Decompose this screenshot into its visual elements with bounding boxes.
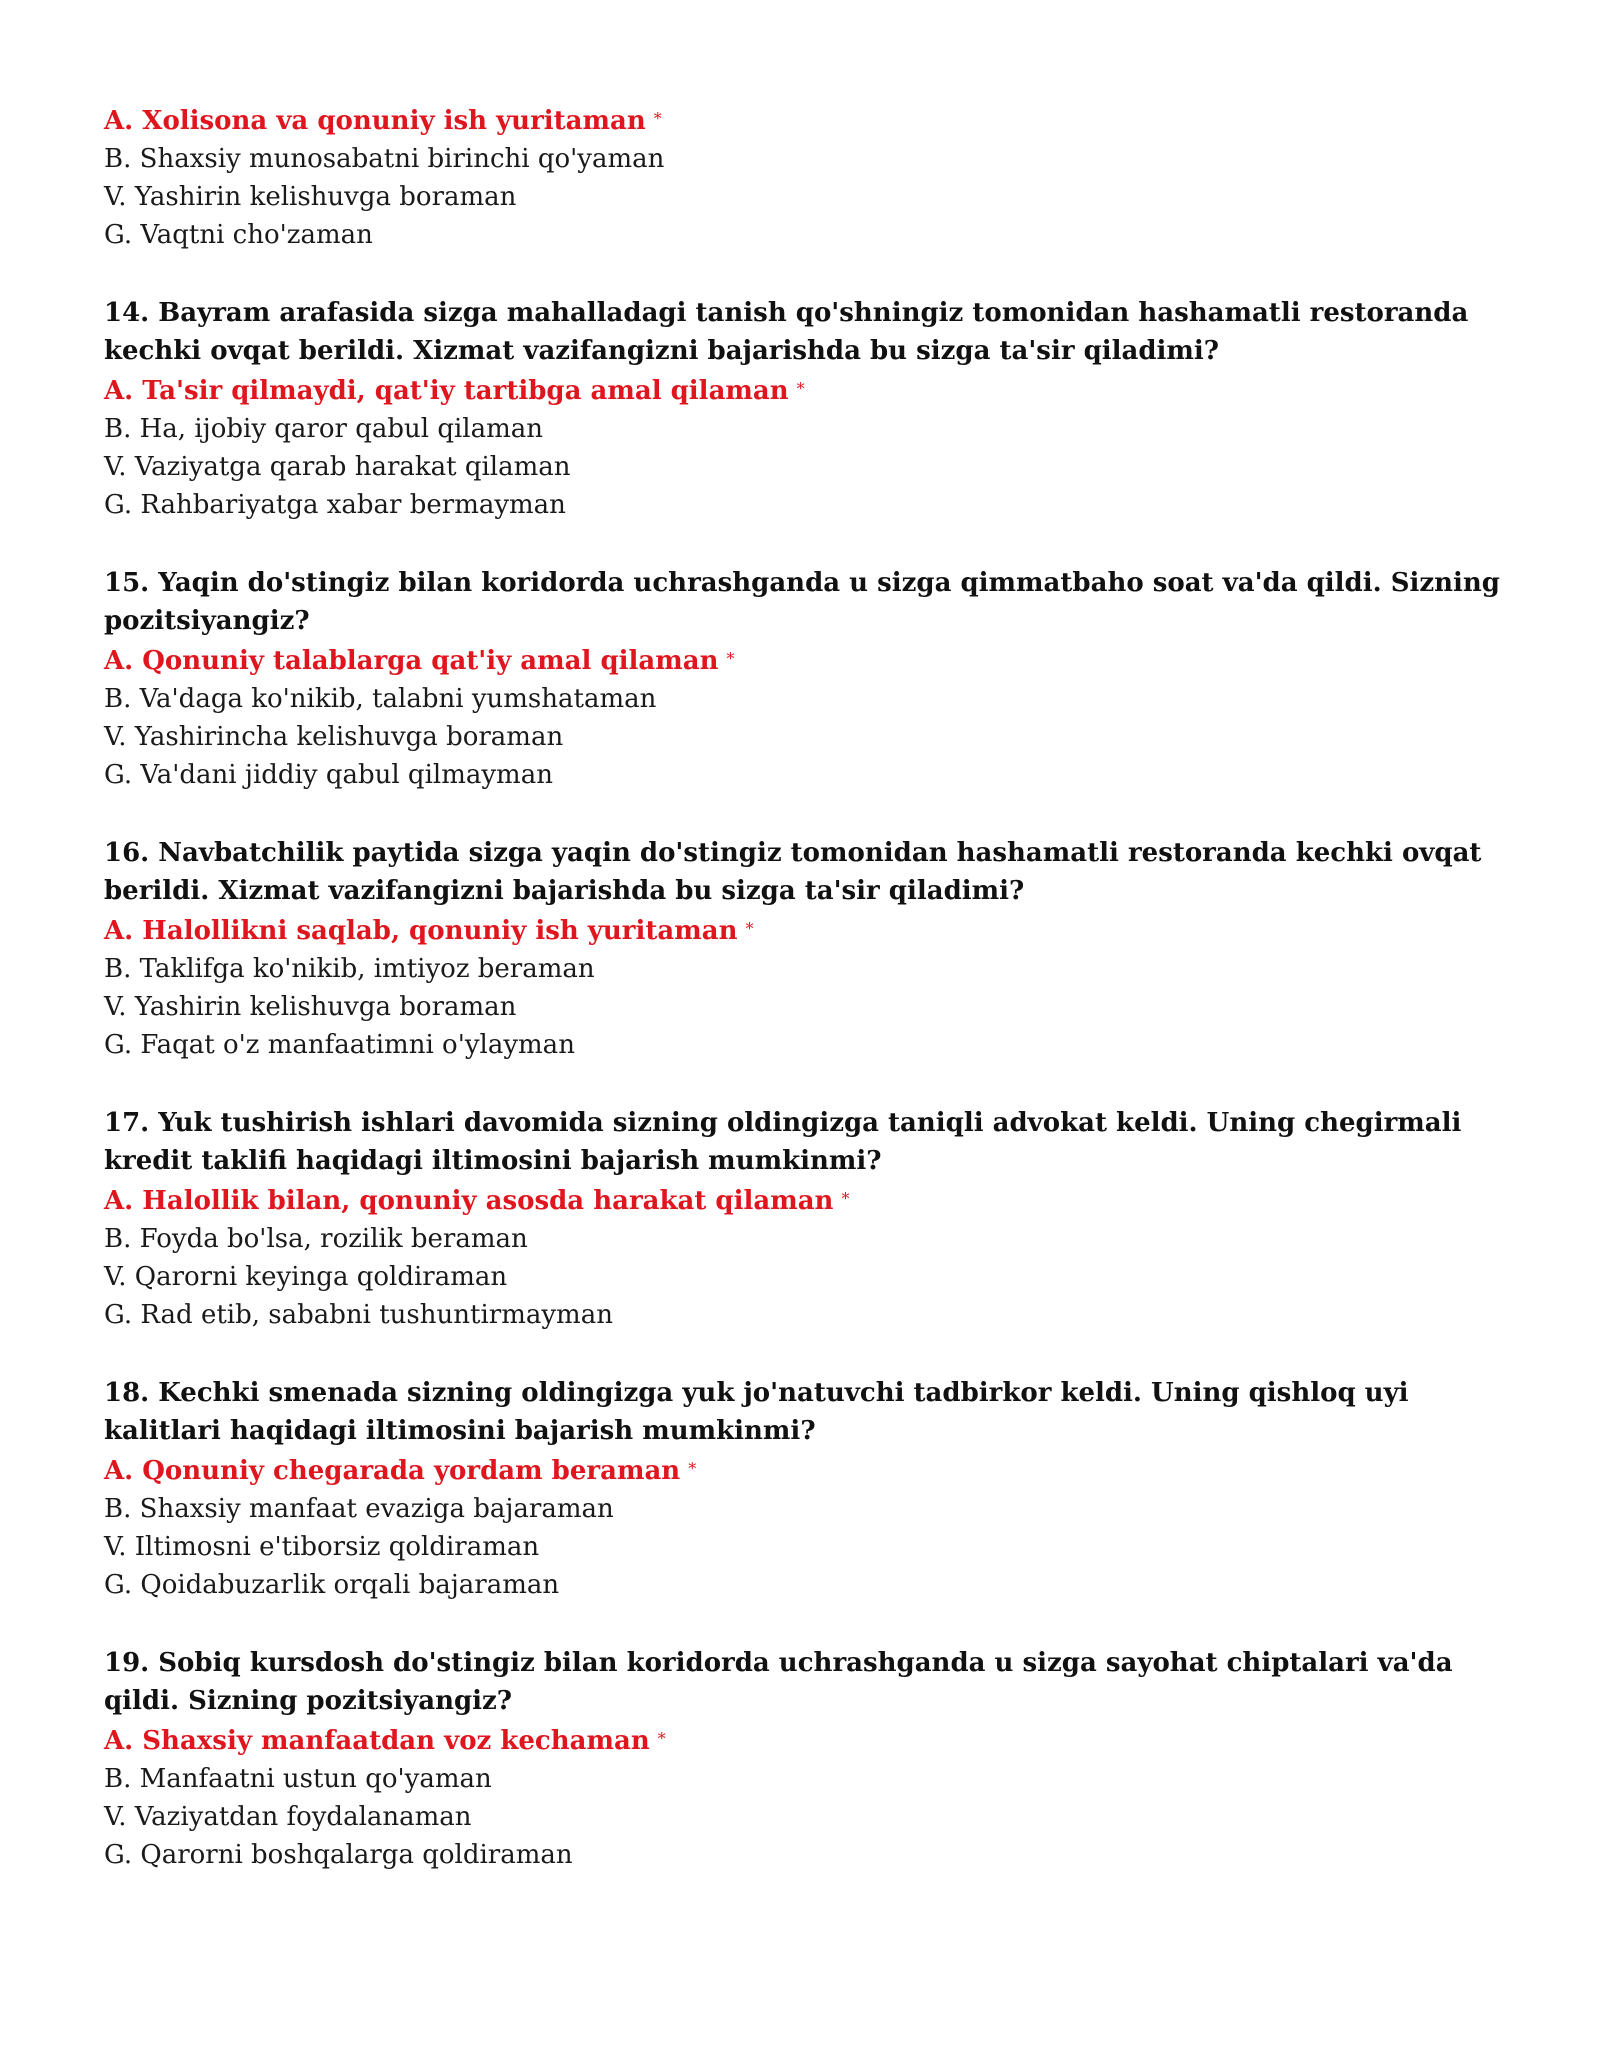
question-block-16 [104,834,1504,1064]
question-block-17 [104,1104,1504,1334]
answer-option-a-correct: A. Qonuniy chegarada yordam beraman * [104,1456,697,1486]
answer-option-b: B. Shaxsiy munosabatni birinchi qo'yaman [104,144,665,174]
answer-option-v: V. Vaziyatdan foydalanaman [104,1802,472,1832]
answer-option-b: B. Ha, ijobiy qaror qabul qilaman [104,414,543,444]
question-text: 15. Yaqin do'stingiz bilan koridorda uchrashganda u sizga qimmatbaho soat va'da qildi. Sizning pozitsiyangiz? [104,568,1500,636]
answer-option-g: G. Va'dani jiddiy qabul qilmayman [104,760,553,790]
correct-answer-star: * [688,1459,697,1478]
correct-answer-star: * [796,379,805,398]
answer-option-v: V. Iltimosni e'tiborsiz qoldiraman [104,1532,540,1562]
answer-option-b: B. Va'daga ko'nikib, talabni yumshataman [104,684,657,714]
answer-option-a-correct: A. Xolisona va qonuniy ish yuritaman * [104,106,662,136]
correct-answer-star: * [726,649,735,668]
question-text: 14. Bayram arafasida sizga mahalladagi tanish qo'shningiz tomonidan hashamatli restoranda kechki ovqat berildi. Xizmat vazifangizni bajarishda bu sizga ta'sir qiladimi? [104,298,1469,366]
answer-option-v: V. Qarorni keyinga qoldiraman [104,1262,508,1292]
answer-option-g: G. Vaqtni cho'zaman [104,220,373,250]
question-text: 16. Navbatchilik paytida sizga yaqin do'stingiz tomonidan hashamatli restoranda kechki ovqat berildi. Xizmat vazifangizni bajarishda bu sizga ta'sir qiladimi? [104,838,1482,906]
quiz-page [104,102,1504,1874]
answer-option-a-correct: A. Shaxsiy manfaatdan voz kechaman * [104,1726,666,1756]
answer-option-v: V. Vaziyatga qarab harakat qilaman [104,452,571,482]
question-text: 18. Kechki smenada sizning oldingizga yuk jo'natuvchi tadbirkor keldi. Uning qishloq uyi kalitlari haqidagi iltimosini bajarish mumkinmi? [104,1378,1409,1446]
answer-option-a-correct: A. Halollikni saqlab, qonuniy ish yuritaman * [104,916,754,946]
question-block-14 [104,294,1504,524]
question-block-15 [104,564,1504,794]
question-text: 19. Sobiq kursdosh do'stingiz bilan koridorda uchrashganda u sizga sayohat chiptalari va'da qildi. Sizning pozitsiyangiz? [104,1648,1453,1716]
answer-option-b: B. Foyda bo'lsa, rozilik beraman [104,1224,528,1254]
answer-option-b: B. Manfaatni ustun qo'yaman [104,1764,492,1794]
answer-option-v: V. Yashirincha kelishuvga boraman [104,722,564,752]
answer-option-a-correct: A. Qonuniy talablarga qat'iy amal qilaman * [104,646,735,676]
answer-option-g: G. Qarorni boshqalarga qoldiraman [104,1840,573,1870]
answer-option-a-correct: A. Halollik bilan, qonuniy asosda harakat qilaman * [104,1186,850,1216]
answer-option-b: B. Shaxsiy manfaat evaziga bajaraman [104,1494,614,1524]
question-text: 17. Yuk tushirish ishlari davomida sizning oldingizga taniqli advokat keldi. Uning chegirmali kredit taklifi haqidagi iltimosini bajarish mumkinmi? [104,1108,1462,1176]
correct-answer-star: * [841,1189,850,1208]
correct-answer-star: * [745,919,754,938]
answer-option-g: G. Faqat o'z manfaatimni o'ylayman [104,1030,575,1060]
answer-option-g: G. Qoidabuzarlik orqali bajaraman [104,1570,560,1600]
answer-option-g: G. Rahbariyatga xabar bermayman [104,490,566,520]
question-block-18 [104,1374,1504,1604]
answer-option-a-correct: A. Ta'sir qilmaydi, qat'iy tartibga amal qilaman * [104,376,805,406]
correct-answer-star: * [657,1729,666,1748]
answer-option-g: G. Rad etib, sababni tushuntirmayman [104,1300,613,1330]
correct-answer-star: * [653,109,662,128]
answer-option-v: V. Yashirin kelishuvga boraman [104,182,517,212]
question-block-19 [104,1644,1504,1874]
question-block-13 [104,102,1504,254]
answer-option-b: B. Taklifga ko'nikib, imtiyoz beraman [104,954,595,984]
answer-option-v: V. Yashirin kelishuvga boraman [104,992,517,1022]
